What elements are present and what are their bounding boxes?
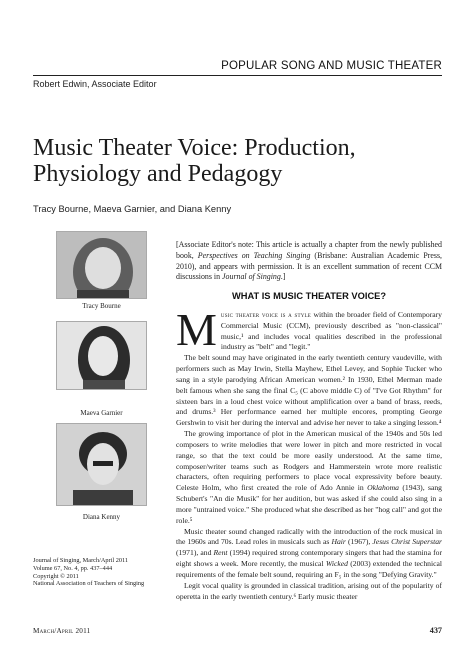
editor-note-text: .]	[280, 272, 286, 282]
paragraph-text: (1943), sang Schubert's "An die Musik" for her audition, but was asked if she could also sing in a more "untrained voice." She produced what she described as her "hog call" and got the role.⁵	[176, 483, 442, 525]
portrait-maeva-garnier	[56, 321, 147, 390]
lead-in: usic theater voice is a style	[220, 310, 312, 319]
article-authors: Tracy Bourne, Maeva Garnier, and Diana Kenny	[33, 204, 232, 214]
paragraph-text: within the broader field of Contemporary Commercial Music (CCM), previously described as "non-classical" music,¹ and includes vocal qualities described in the professional industry as "belt" and "legit."	[220, 310, 443, 352]
editor-note	[176, 240, 442, 283]
portrait-caption: Diana Kenny	[82, 513, 121, 521]
body-paragraph	[176, 527, 442, 581]
publication-info	[33, 557, 173, 588]
show-title: Jesus Christ Superstar	[372, 537, 443, 547]
associate-editor: Robert Edwin, Associate Editor	[33, 79, 157, 89]
editor-note-text: (Brisbane: Australian Academic Press, 2010), and appears with permission. It is an excellent summation of recent CCM discussions in	[176, 250, 443, 282]
body-paragraph	[176, 429, 442, 526]
section-label: POPULAR SONG AND MUSIC THEATER	[221, 60, 442, 72]
show-title: Wicked	[325, 559, 348, 569]
header-rule	[33, 75, 442, 76]
body-paragraph: The belt sound may have originated in the early twentieth century vaudeville, with performers such as May Irwin, Stella Mayhew, Ethel Levey, and Sophie Tucker who sang in a style parodying African American women.² In 1930, Ethel Merman made belt famous when she sang the final C₅ (C above middle C) of "I've Got Rhythm" for sixteen bars in a loud chest voice without amplification over a band of brass, reeds, and drums.³ Her performance earned her multiple encores, prompting George Gershwin to visit her during the interval and advise her never to take a singing lesson.⁴	[176, 353, 442, 428]
paragraph-text: (2003) extended the technical requirements of the female belt sound, requiring an F₅ in the song "Defying Gravity."	[176, 559, 442, 579]
article-title	[33, 135, 453, 187]
article-body	[176, 304, 443, 602]
paragraph-text: The growing importance of plot in the American musical of the 1940s and 50s led composers to write melodies that were lower in pitch and more restricted in vocal range, so that the text could be more easily understood. At the same time, composer/writer teams such as Rodgers and Hammerstein wrote more realistic characters, often requiring performers to place vocal expressivity before beauty. Celeste Holm, who first created the role of Ado Annie in	[176, 429, 442, 493]
paragraph-text: (1971), and	[176, 548, 214, 558]
paragraph-text: (1994) required strong contemporary singers that had the stamina for eight shows a week. More recently, the musical	[176, 548, 442, 569]
portrait-caption: Maeva Garnier	[80, 409, 123, 417]
pub-info-volume: Volume 67, No. 4, pp. 437–444	[33, 564, 113, 572]
portrait-caption: Tracy Bourne	[82, 302, 121, 310]
page-number: 437	[429, 626, 442, 635]
book-title: Perspectives on Teaching Singing	[197, 250, 311, 260]
portrait-tracy-bourne	[56, 231, 147, 299]
title-line-1: Music Theater Voice: Production,	[33, 135, 356, 161]
editor-note-text: [Associate Editor's note: This article is actually a chapter from the newly published book,	[176, 240, 442, 260]
body-paragraph	[176, 304, 443, 355]
show-title: Oklahoma	[367, 483, 399, 493]
pub-info-publisher: National Association of Teachers of Singing	[33, 580, 145, 588]
section-heading: WHAT IS MUSIC THEATER VOICE?	[231, 291, 387, 301]
footer-issue: March/April 2011	[33, 627, 91, 635]
paragraph-text: Music theater sound changed radically with the introduction of the rock musical in the 1960s and 70s. Lead roles in musicals such as	[176, 526, 442, 547]
drop-cap: M	[176, 304, 217, 355]
journal-title: Journal of Singing	[222, 272, 281, 282]
paragraph-text: (1967),	[345, 537, 373, 547]
pub-info-copyright: Copyright © 2011	[33, 572, 79, 580]
body-paragraph: Legit vocal quality is grounded in classical tradition, arising out of the popularity of operetta in the early twentieth century.⁶ Early music theater	[176, 580, 442, 601]
show-title: Rent	[213, 548, 228, 558]
show-title: Hair	[331, 537, 346, 547]
portrait-diana-kenny	[56, 423, 147, 506]
title-line-2: Physiology and Pedagogy	[33, 161, 283, 187]
pub-info-journal: Journal of Singing, March/April 2011	[33, 557, 129, 564]
